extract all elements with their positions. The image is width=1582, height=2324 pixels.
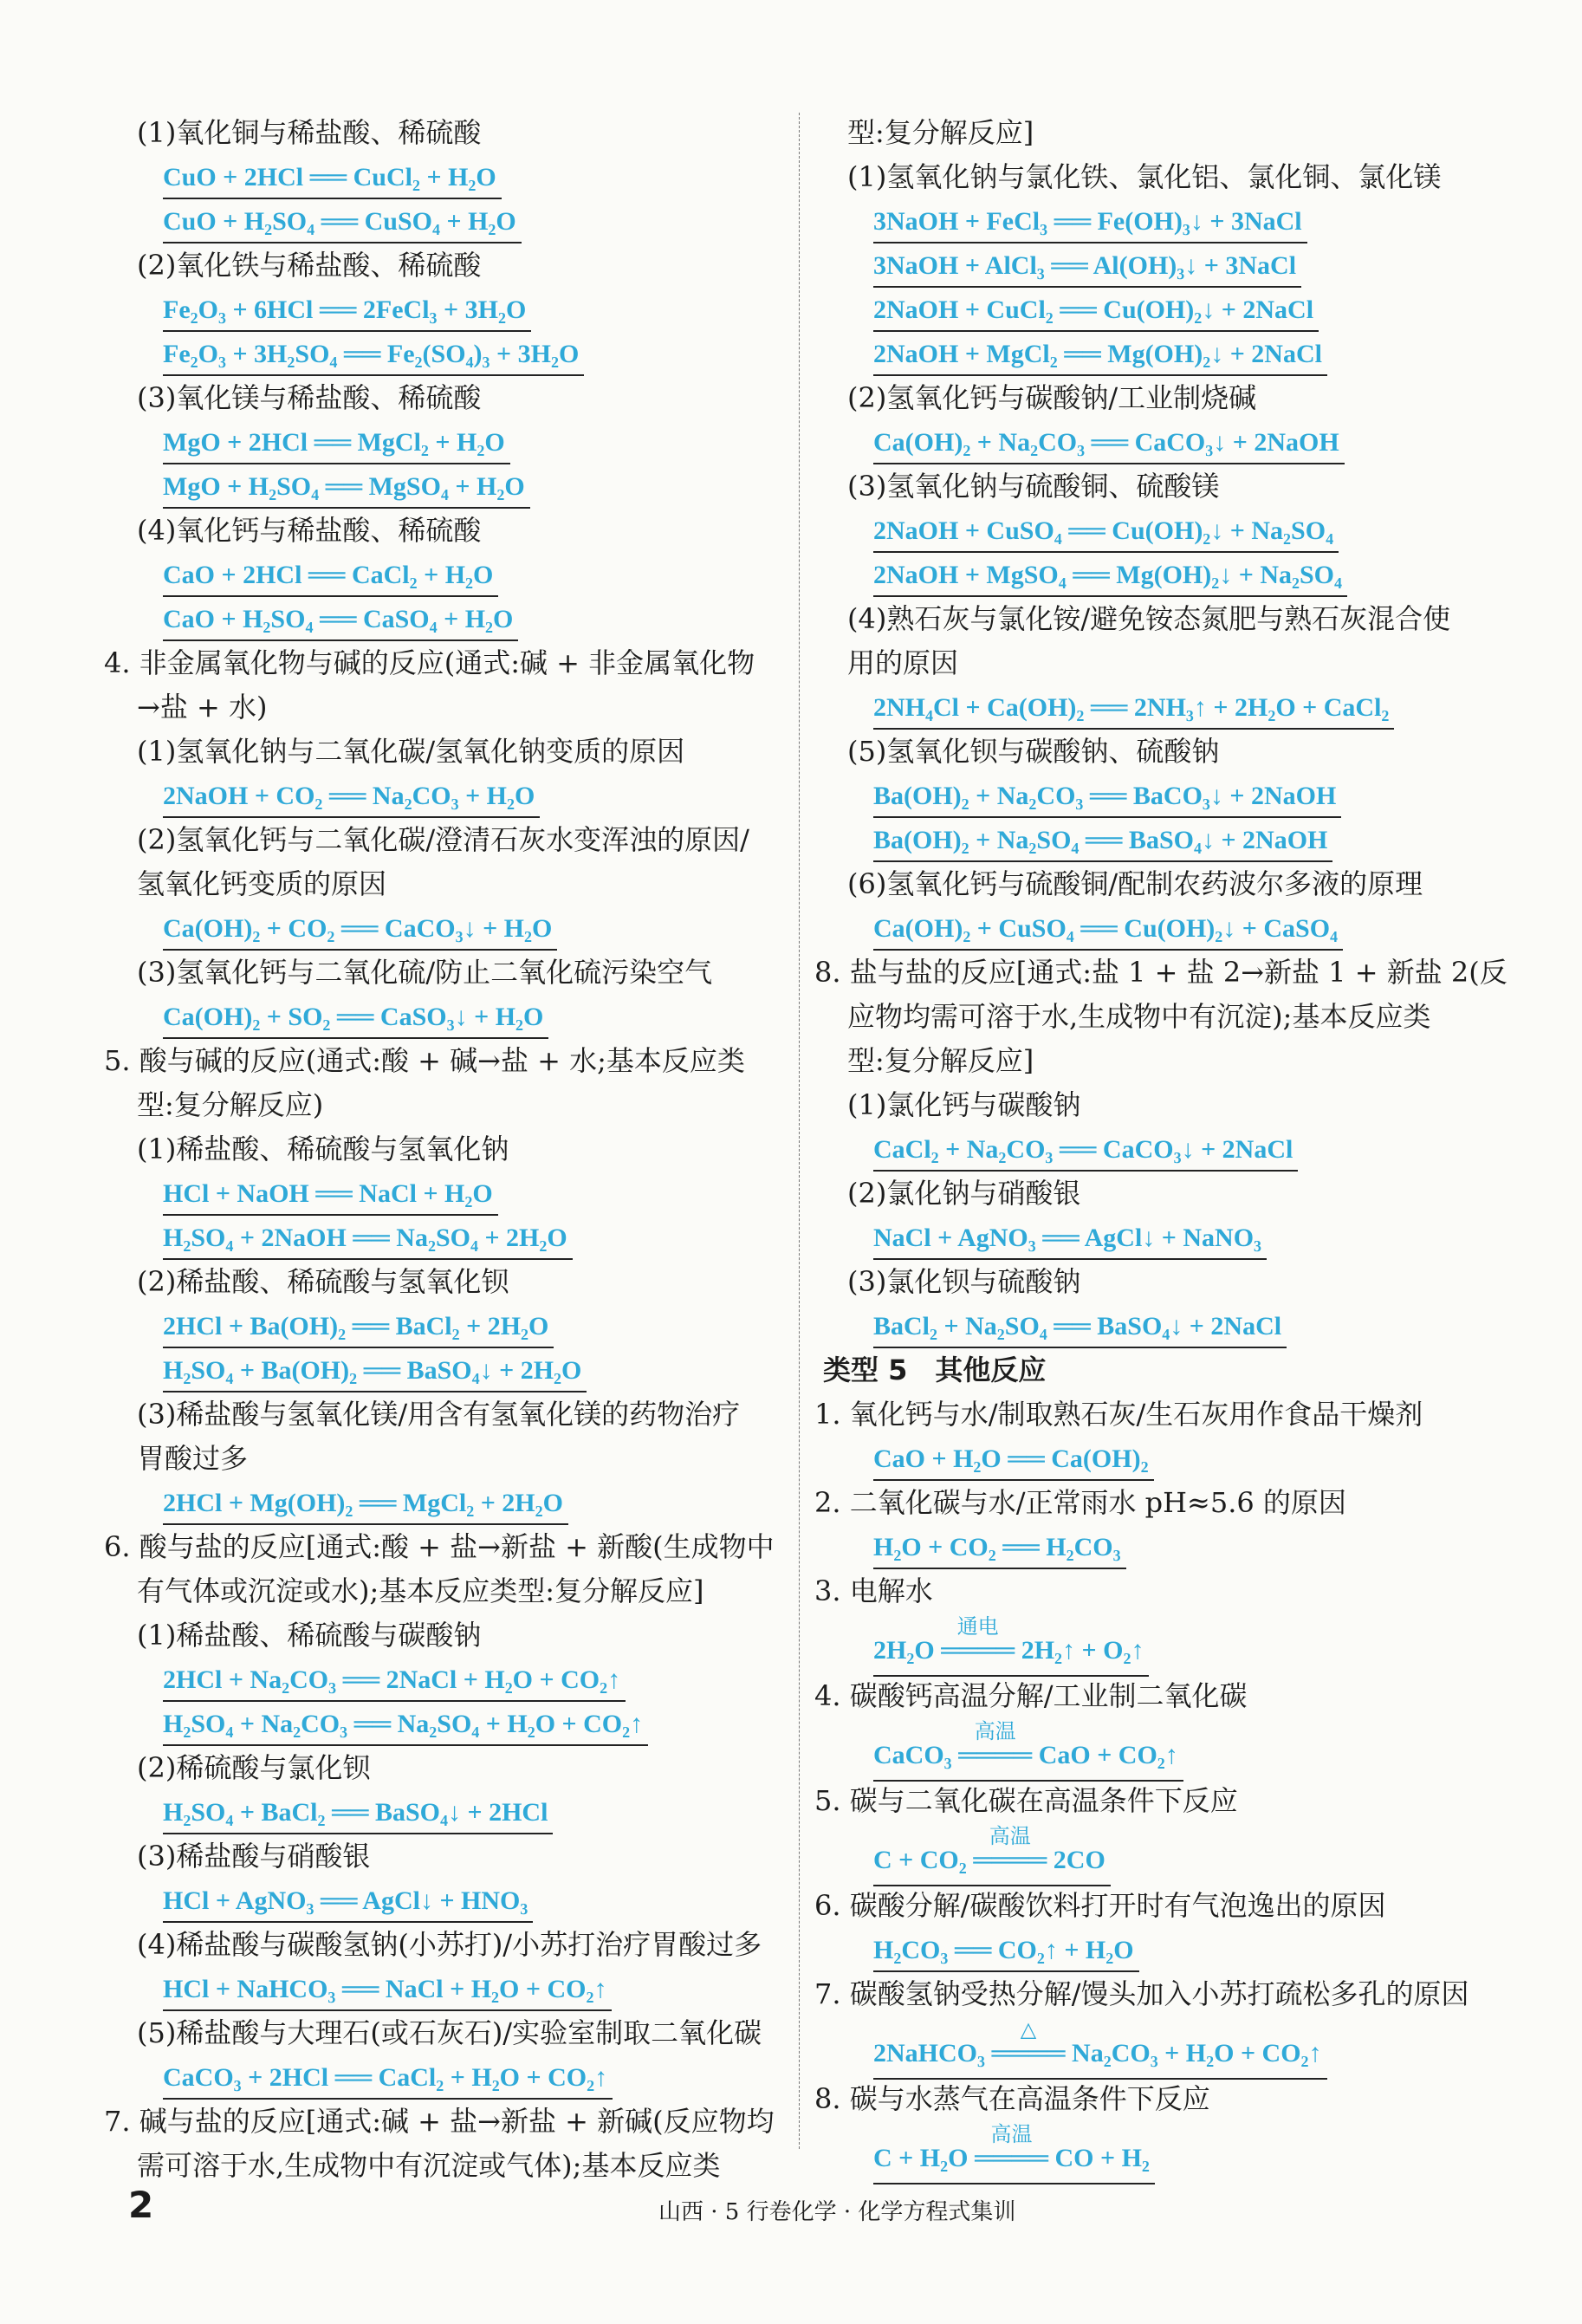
sub-question: (1)氢氧化钠与二氧化碳/氢氧化钠变质的原因: [137, 735, 685, 768]
text-continuation: 型:复分解反应]: [847, 116, 1034, 149]
equation-text: 2HCl + Ba(OH)₂ ══ BaCl₂ + 2H₂O: [163, 1307, 554, 1348]
sub-question: (2)氢氧化钙与二氧化碳/澄清石灰水变浑浊的原因/: [137, 823, 749, 856]
equation-answer: [814, 1718, 1525, 1779]
equation-text: 2NaOH + CuSO₄ ══ Cu(OH)₂↓ + Na₂SO₄: [873, 511, 1339, 553]
section-item: 6. 酸与盐的反应[通式:酸 + 盐→新盐 + 新酸(生成物中: [104, 1530, 775, 1563]
sub-question: (3)稀盐酸与氢氧化镁/用含有氢氧化镁的药物治疗: [137, 1398, 741, 1431]
sub-question: (3)氯化钡与硫酸钠: [847, 1265, 1081, 1298]
sub-question: (3)稀盐酸与硝酸银: [137, 1840, 371, 1873]
equation-answer: [104, 1216, 797, 1260]
equation-products: CO + H₂: [1047, 2144, 1150, 2172]
equation-text: CuO + H₂SO₄ ══ CuSO₄ + H₂O: [163, 202, 522, 243]
sub-question: (1)氢氧化钠与氯化铁、氯化铝、氯化铜、氯化镁: [847, 160, 1442, 193]
equation-text: CaO + 2HCl ══ CaCl₂ + H₂O: [163, 555, 498, 597]
condition-label: 高温: [989, 1824, 1031, 1848]
equation-products: 2CO: [1047, 1846, 1105, 1874]
sub-question: (5)稀盐酸与大理石(或石灰石)/实验室制取二氧化碳: [137, 2016, 762, 2049]
equation-text: Ca(OH)₂ + Na₂CO₃ ══ CaCO₃↓ + 2NaOH: [873, 423, 1345, 464]
equation-answer: [104, 155, 797, 199]
equation-answer: [104, 597, 797, 641]
equation-text: 3NaOH + FeCl₃ ══ Fe(OH)₃↓ + 3NaCl: [873, 202, 1307, 243]
page-number: 2: [128, 2184, 154, 2226]
equation-answer: [814, 774, 1525, 818]
equation-text: [873, 1824, 1111, 1886]
sub-question: (1)稀盐酸、稀硫酸与碳酸钠: [137, 1619, 482, 1652]
equation-answer: [104, 1172, 797, 1216]
sub-question: (2)氧化铁与稀盐酸、稀硫酸: [137, 249, 482, 282]
section-item: 7. 碳酸氢钠受热分解/馒头加入小苏打疏松多孔的原因: [814, 1977, 1469, 2010]
equation-text: CuO + 2HCl ══ CuCl₂ + H₂O: [163, 158, 502, 199]
equation-answer: [814, 420, 1525, 464]
equation-reactants: C + CO₂: [873, 1846, 974, 1874]
equation-text: 2NaOH + MgSO₄ ══ Mg(OH)₂↓ + Na₂SO₄: [873, 555, 1347, 597]
text-continuation: 氢氧化钙变质的原因: [137, 867, 387, 900]
equation-text: H₂SO₄ + 2NaOH ══ Na₂SO₄ + 2H₂O: [163, 1218, 573, 1260]
section-item: 4. 非金属氧化物与碱的反应(通式:碱 + 非金属氧化物: [104, 646, 755, 679]
equation-answer: [814, 1613, 1525, 1674]
sub-question: (1)稀盐酸、稀硫酸与氢氧化钠: [137, 1133, 509, 1165]
equation-text: H₂CO₃ ══ CO₂↑ + H₂O: [873, 1931, 1139, 1972]
equation-answer: [814, 332, 1525, 376]
section-heading: 类型 5 其他反应: [823, 1354, 1047, 1386]
equation-text: 2HCl + Na₂CO₃ ══ 2NaCl + H₂O + CO₂↑: [163, 1660, 626, 1702]
equation-answer: [814, 1304, 1525, 1348]
equation-answer: [104, 1348, 797, 1392]
section-item: 6. 碳酸分解/碳酸饮料打开时有气泡逸出的原因: [814, 1889, 1386, 1922]
equation-answer: [104, 1967, 797, 2011]
section-item: 1. 氧化钙与水/制取熟石灰/生石灰用作食品干燥剂: [814, 1398, 1423, 1431]
sub-question: (2)稀硫酸与氯化钡: [137, 1751, 371, 1784]
equation-text: 2NaOH + MgCl₂ ══ Mg(OH)₂↓ + 2NaCl: [873, 334, 1327, 376]
equation-answer: [814, 1216, 1525, 1260]
text-continuation: 型:复分解反应]: [847, 1044, 1034, 1077]
section-item: 5. 碳与二氧化碳在高温条件下反应: [814, 1784, 1238, 1817]
equation-text: [873, 1719, 1183, 1782]
equation-reactants: CaCO₃: [873, 1741, 959, 1769]
sub-question: (4)熟石灰与氯化铵/避免铵态氮肥与熟石灰混合使: [847, 602, 1451, 635]
equation-answer: [104, 420, 797, 464]
right-column: [814, 111, 1525, 2182]
left-column: [104, 111, 797, 2188]
equation-answer: [814, 2016, 1525, 2077]
sub-question: (5)氢氧化钡与碳酸钠、硫酸钠: [847, 735, 1220, 768]
reaction-condition: ════ △: [992, 2029, 1066, 2078]
equation-answer: [104, 1790, 797, 1834]
equation-text: Ca(OH)₂ + SO₂ ══ CaSO₃↓ + H₂O: [163, 997, 548, 1039]
equation-text: CaO + H₂O ══ Ca(OH)₂: [873, 1439, 1154, 1481]
equation-answer: [104, 774, 797, 818]
equation-text: H₂SO₄ + Ba(OH)₂ ══ BaSO₄↓ + 2H₂O: [163, 1351, 587, 1392]
sub-question: (2)氯化钠与硝酸银: [847, 1177, 1081, 1210]
sub-question: (3)氧化镁与稀盐酸、稀硫酸: [137, 381, 482, 414]
condition-label: △: [1020, 2017, 1037, 2042]
equation-text: CaO + H₂SO₄ ══ CaSO₄ + H₂O: [163, 600, 518, 641]
sub-question: (4)氧化钙与稀盐酸、稀硫酸: [137, 514, 482, 547]
equation-text: 3NaOH + AlCl₃ ══ Al(OH)₃↓ + 3NaCl: [873, 246, 1301, 288]
equation-reactants: 2NaHCO₃: [873, 2039, 992, 2068]
equation-answer: [104, 553, 797, 597]
equation-answer: [104, 288, 797, 332]
equation-reactants: 2H₂O: [873, 1636, 942, 1665]
equation-text: MgO + 2HCl ══ MgCl₂ + H₂O: [163, 423, 510, 464]
equation-text: HCl + NaOH ══ NaCl + H₂O: [163, 1174, 498, 1216]
equation-answer: [814, 199, 1525, 243]
equation-text: Ca(OH)₂ + CuSO₄ ══ Cu(OH)₂↓ + CaSO₄: [873, 909, 1343, 951]
equation-answer: [104, 1702, 797, 1746]
condition-label: 高温: [990, 2122, 1033, 2146]
sub-question: (3)氢氧化钙与二氧化硫/防止二氧化硫污染空气: [137, 956, 713, 989]
column-divider: [799, 113, 800, 2149]
equation-answer: [814, 553, 1525, 597]
equation-text: CaCl₂ + Na₂CO₃ ══ CaCO₃↓ + 2NaCl: [873, 1130, 1298, 1172]
equation-products: Na₂CO₃ + H₂O + CO₂↑: [1065, 2039, 1322, 2068]
equation-text: 2HCl + Mg(OH)₂ ══ MgCl₂ + 2H₂O: [163, 1483, 568, 1525]
equation-text: HCl + AgNO₃ ══ AgCl↓ + HNO₃: [163, 1881, 533, 1923]
equation-answer: [104, 332, 797, 376]
equation-text: H₂SO₄ + Na₂CO₃ ══ Na₂SO₄ + H₂O + CO₂↑: [163, 1704, 648, 1746]
equation-answer: [814, 243, 1525, 288]
reaction-condition: ════ 通电: [941, 1626, 1015, 1675]
condition-label: 高温: [974, 1719, 1016, 1743]
equation-answer: [814, 906, 1525, 951]
equation-text: 2NH₄Cl + Ca(OH)₂ ══ 2NH₃↑ + 2H₂O + CaCl₂: [873, 688, 1394, 730]
equation-text: Ca(OH)₂ + CO₂ ══ CaCO₃↓ + H₂O: [163, 909, 557, 951]
equation-answer: [814, 1437, 1525, 1481]
sub-question: (2)氢氧化钙与碳酸钠/工业制烧碱: [847, 381, 1257, 414]
section-item: 8. 碳与水蒸气在高温条件下反应: [814, 2082, 1210, 2115]
equation-text: Fe₂O₃ + 6HCl ══ 2FeCl₃ + 3H₂O: [163, 290, 531, 332]
text-continuation: 有气体或沉淀或水);基本反应类型:复分解反应]: [137, 1574, 704, 1607]
equation-answer: [104, 199, 797, 243]
section-item: 2. 二氧化碳与水/正常雨水 pH≈5.6 的原因: [814, 1486, 1346, 1519]
equation-answer: [814, 1823, 1525, 1884]
sub-question: (1)氧化铜与稀盐酸、稀硫酸: [137, 116, 482, 149]
equation-products: CaO + CO₂↑: [1032, 1741, 1178, 1769]
reaction-condition: ════ 高温: [958, 1731, 1032, 1780]
section-item: 8. 盐与盐的反应[通式:盐 1 + 盐 2→新盐 1 + 新盐 2(反: [814, 956, 1507, 989]
equation-text: Ba(OH)₂ + Na₂CO₃ ══ BaCO₃↓ + 2NaOH: [873, 776, 1341, 818]
equation-text: BaCl₂ + Na₂SO₄ ══ BaSO₄↓ + 2NaCl: [873, 1307, 1287, 1348]
equation-text: [873, 2122, 1155, 2184]
sub-question: (1)氯化钙与碳酸钠: [847, 1088, 1081, 1121]
equation-products: 2H₂↑ + O₂↑: [1015, 1636, 1144, 1665]
equation-answer: [104, 906, 797, 951]
equation-answer: [104, 2055, 797, 2100]
equation-text: 2NaOH + CO₂ ══ Na₂CO₃ + H₂O: [163, 776, 540, 818]
equation-text: Ba(OH)₂ + Na₂SO₄ ══ BaSO₄↓ + 2NaOH: [873, 821, 1332, 862]
reaction-condition: ════ 高温: [975, 2134, 1048, 2183]
sub-question: (2)稀盐酸、稀硫酸与氢氧化钡: [137, 1265, 509, 1298]
equation-text: H₂O + CO₂ ══ H₂CO₃: [873, 1528, 1126, 1569]
equation-text: [873, 1614, 1149, 1677]
equation-text: Fe₂O₃ + 3H₂SO₄ ══ Fe₂(SO₄)₃ + 3H₂O: [163, 334, 584, 376]
equation-text: CaCO₃ + 2HCl ══ CaCl₂ + H₂O + CO₂↑: [163, 2058, 613, 2100]
equation-reactants: C + H₂O: [873, 2144, 975, 2172]
equation-answer: [814, 1525, 1525, 1569]
equation-answer: [104, 1304, 797, 1348]
equation-answer: [104, 1879, 797, 1923]
equation-answer: [814, 1928, 1525, 1972]
equation-answer: [104, 464, 797, 509]
section-item: 7. 碱与盐的反应[通式:碱 + 盐→新盐 + 新碱(反应物均: [104, 2105, 775, 2138]
condition-label: 通电: [956, 1614, 999, 1639]
equation-text: MgO + H₂SO₄ ══ MgSO₄ + H₂O: [163, 467, 530, 509]
text-continuation: 用的原因: [847, 646, 959, 679]
text-continuation: 需可溶于水,生成物中有沉淀或气体);基本反应类: [137, 2149, 721, 2182]
section-item: 5. 酸与碱的反应(通式:酸 + 碱→盐 + 水;基本反应类: [104, 1044, 745, 1077]
equation-answer: [814, 2121, 1525, 2182]
equation-answer: [814, 288, 1525, 332]
section-item: 3. 电解水: [814, 1574, 933, 1607]
text-continuation: 胃酸过多: [137, 1442, 249, 1475]
equation-answer: [104, 995, 797, 1039]
equation-answer: [814, 1127, 1525, 1172]
equation-text: 2NaOH + CuCl₂ ══ Cu(OH)₂↓ + 2NaCl: [873, 290, 1319, 332]
equation-text: [873, 2017, 1327, 2080]
sub-question: (6)氢氧化钙与硫酸铜/配制农药波尔多液的原理: [847, 867, 1423, 900]
reaction-condition: ════ 高温: [973, 1836, 1047, 1885]
sub-question: (3)氢氧化钠与硫酸铜、硫酸镁: [847, 470, 1220, 503]
equation-answer: [814, 685, 1525, 730]
section-item: 4. 碳酸钙高温分解/工业制二氧化碳: [814, 1679, 1248, 1712]
equation-answer: [104, 1658, 797, 1702]
page-footer: 山西 · 5 行卷化学 · 化学方程式集训: [658, 2199, 1016, 2225]
text-continuation: →盐 + 水): [137, 691, 268, 724]
equation-answer: [814, 818, 1525, 862]
equation-text: NaCl + AgNO₃ ══ AgCl↓ + NaNO₃: [873, 1218, 1267, 1260]
equation-text: HCl + NaHCO₃ ══ NaCl + H₂O + CO₂↑: [163, 1970, 612, 2011]
sub-question: (4)稀盐酸与碳酸氢钠(小苏打)/小苏打治疗胃酸过多: [137, 1928, 762, 1961]
text-continuation: 应物均需可溶于水,生成物中有沉淀);基本反应类: [847, 1000, 1431, 1033]
equation-text: H₂SO₄ + BaCl₂ ══ BaSO₄↓ + 2HCl: [163, 1793, 553, 1834]
equation-answer: [814, 509, 1525, 553]
equation-answer: [104, 1481, 797, 1525]
text-continuation: 型:复分解反应): [137, 1088, 324, 1121]
